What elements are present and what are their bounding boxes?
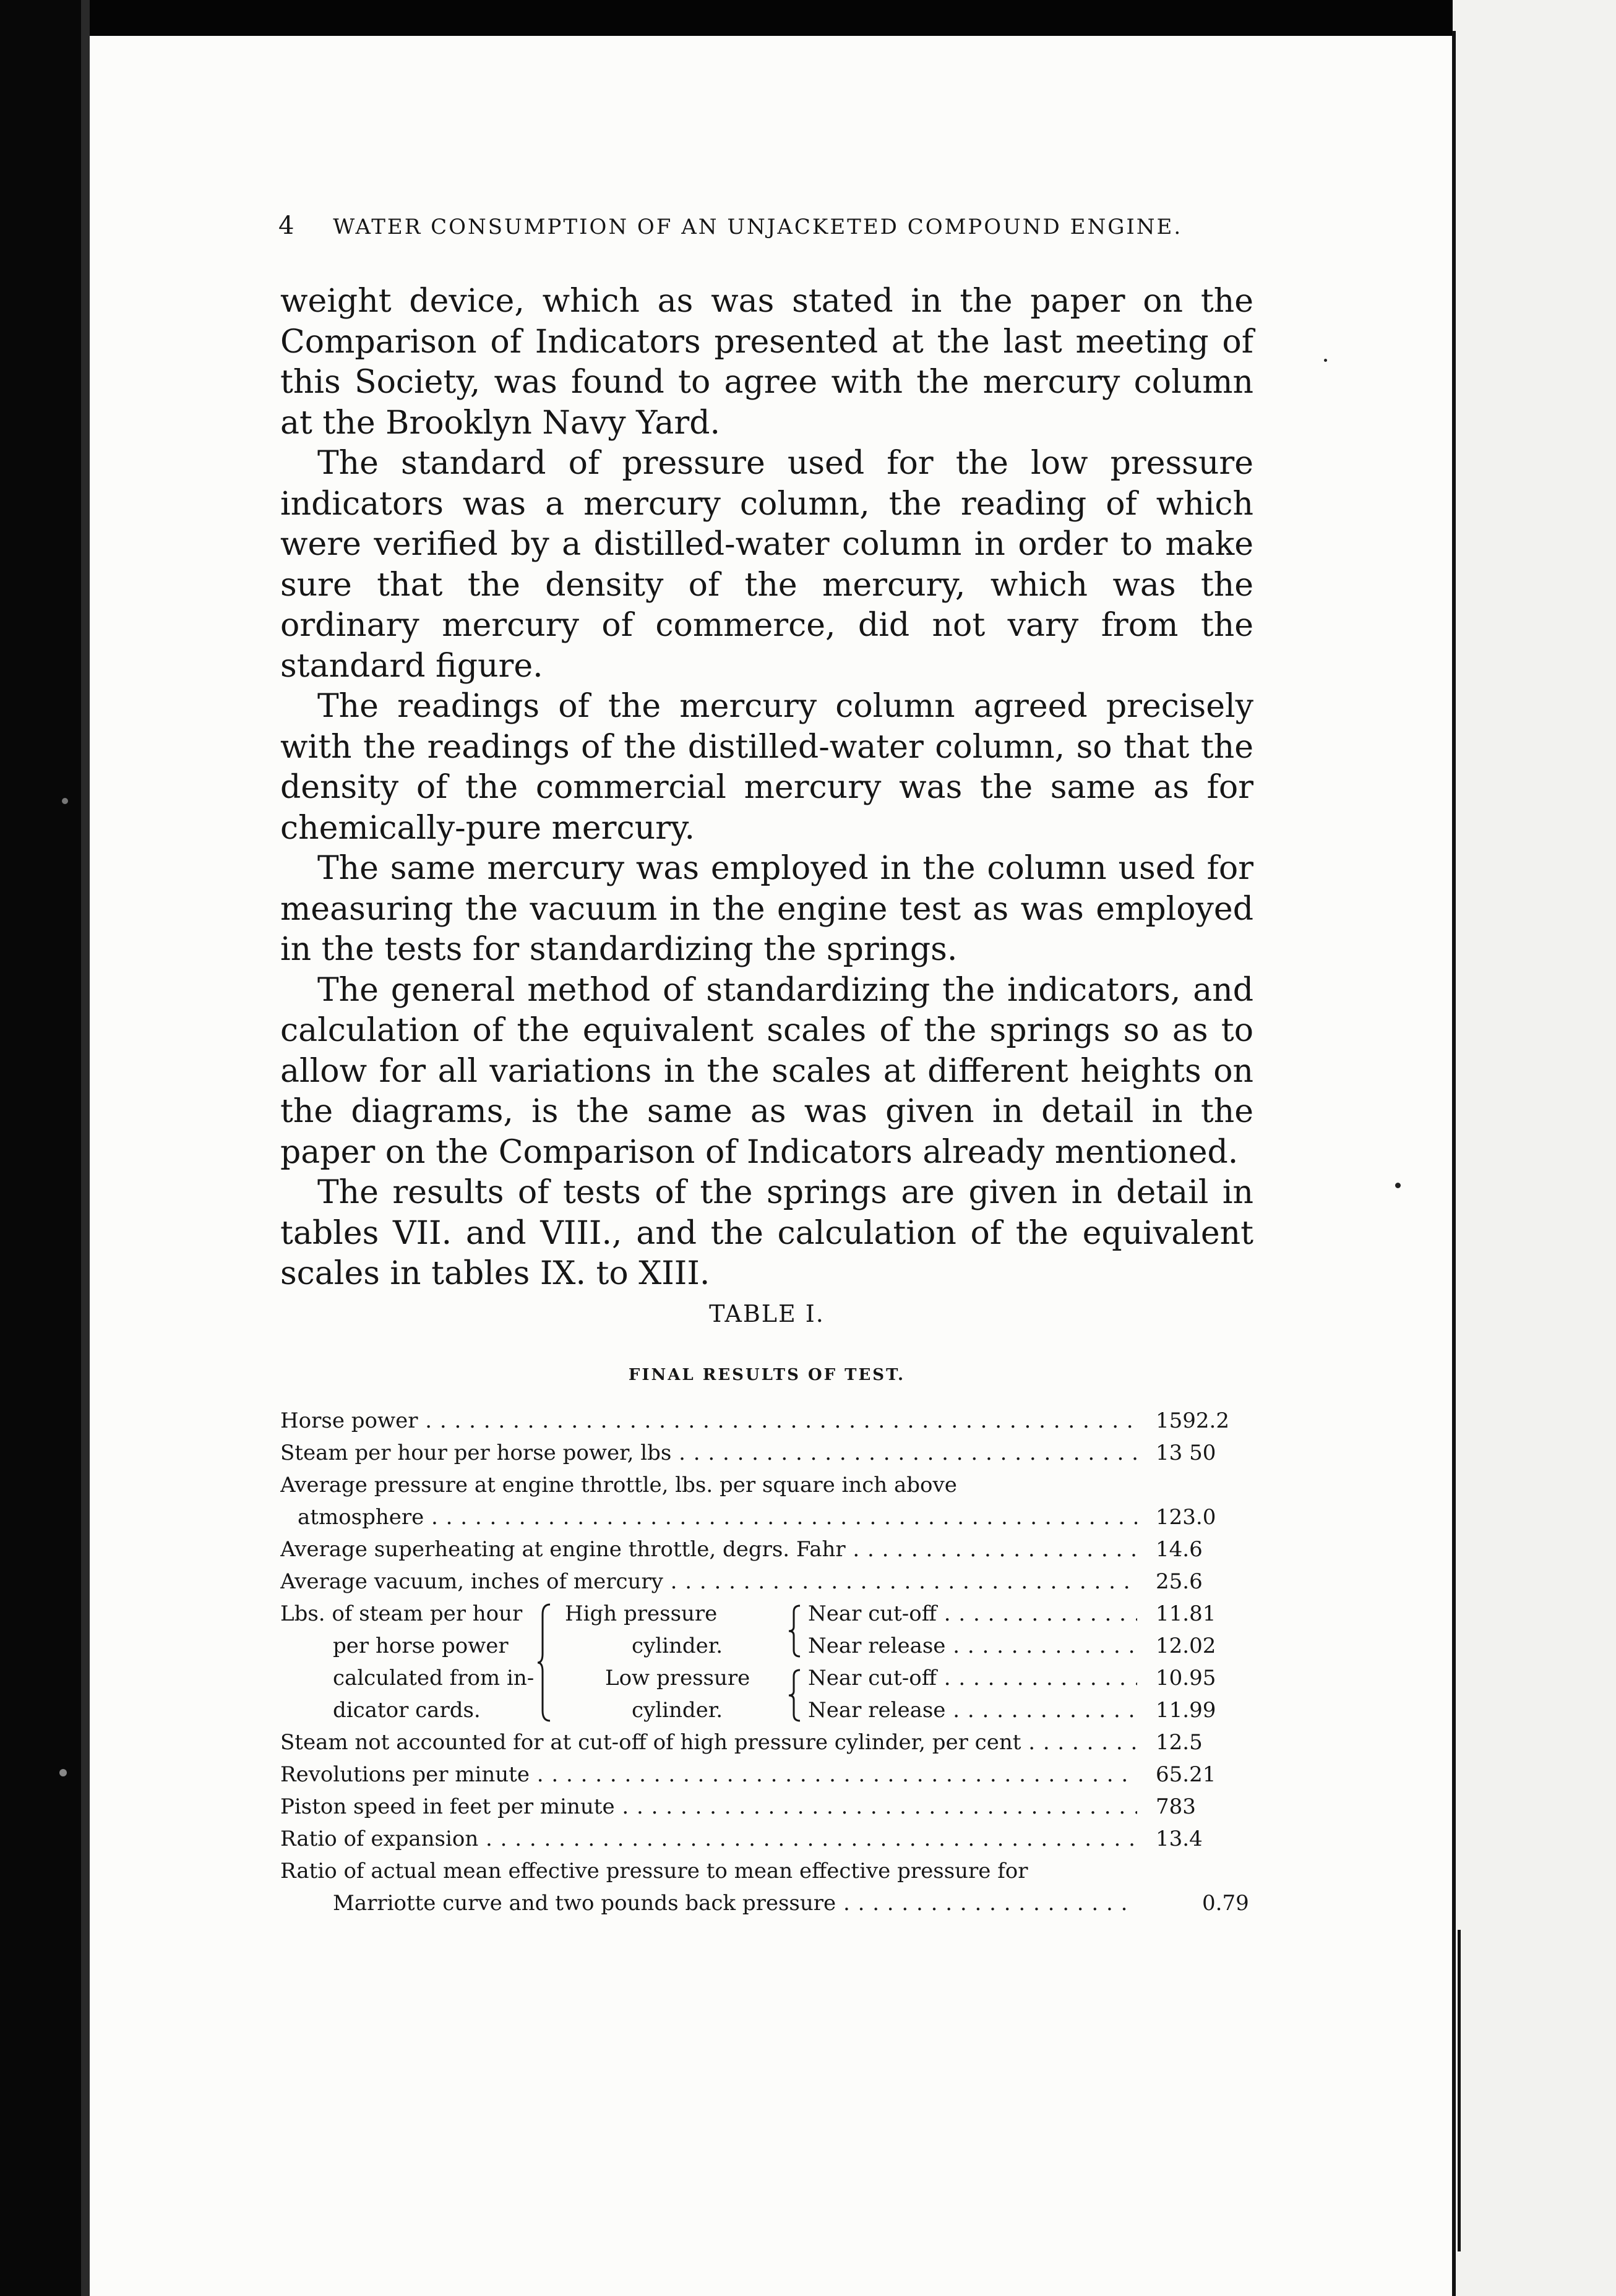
cylinder-label: cylinder. <box>632 1698 723 1723</box>
page-edge-rule <box>1452 31 1456 2296</box>
label-line: dicator cards. <box>333 1698 481 1723</box>
point-label: Near cut-off . . . <box>808 1663 1137 1694</box>
low-pressure-brace <box>786 1668 802 1723</box>
row-value: 12.02 <box>1156 1634 1216 1658</box>
row-label: Average superheating at engine throttle, degrs. Fahr . . . <box>280 1534 1137 1565</box>
point-label: Near release . . . <box>808 1695 1137 1726</box>
row-value: 783 <box>1156 1794 1196 1819</box>
body-text <box>280 281 1253 1295</box>
paragraph: The same mercury was employed in the column used for measuring the vacuum in the engine test as was employed in the tests for standardizing the springs. <box>280 850 1253 968</box>
table-row <box>280 1823 1258 1854</box>
row-value: 12.5 <box>1156 1730 1203 1755</box>
row-value: 123.0 <box>1156 1505 1216 1530</box>
row-label: Piston speed in feet per minute . . . <box>280 1791 1137 1822</box>
row-label: Average vacuum, inches of mercury . . . <box>280 1566 1137 1597</box>
cylinder-label: Low pressure <box>605 1666 750 1690</box>
table-row <box>280 1502 1258 1533</box>
row-value: 1592.2 <box>1156 1408 1229 1433</box>
row-label: Ratio of actual mean effective pressure to mean effective pressure for <box>280 1859 1028 1883</box>
table-row <box>280 1856 1258 1887</box>
row-value: 65.21 <box>1156 1762 1216 1787</box>
row-label: Horse power . . . <box>280 1405 1137 1436</box>
table-row <box>280 1888 1258 1919</box>
paragraph: The readings of the mercury column agreed precisely with the readings of the distilled-water column, so that the density of the commercial mercury was the same as for chemically-pure mercury. <box>280 688 1253 847</box>
row-value: 13.4 <box>1156 1827 1203 1851</box>
table-row <box>280 1534 1258 1565</box>
row-value: 25.6 <box>1156 1569 1203 1594</box>
page-edge-rule-lower <box>1458 1930 1461 2251</box>
row-value: 11.81 <box>1156 1601 1216 1626</box>
running-head <box>278 212 1268 249</box>
table-row <box>280 1437 1258 1468</box>
table-row <box>280 1470 1258 1501</box>
row-label: Steam not accounted for at cut-off of high pressure cylinder, per cent . . . <box>280 1727 1137 1758</box>
scan-left-border <box>0 0 90 2296</box>
row-label: Marriotte curve and two pounds back pressure . . . <box>333 1888 1137 1919</box>
paragraph: The standard of pressure used for the low pressure indicators was a mercury column, the reading of which were verified by a distilled-water column in order to make sure that the density of the mercury, which was the ordinary mercury of commerce, did not vary from the standard figure. <box>280 445 1253 685</box>
row-value: 14.6 <box>1156 1537 1203 1562</box>
running-title: WATER CONSUMPTION OF AN UNJACKETED COMPOUND ENGINE. <box>333 215 1183 239</box>
label-line: calculated from in- <box>333 1666 535 1690</box>
cylinder-label: High pressure <box>565 1601 718 1626</box>
label-line: per horse power <box>333 1634 509 1658</box>
row-value: 11.99 <box>1156 1698 1216 1723</box>
table-row <box>280 1566 1258 1597</box>
row-value: 0.79 <box>1202 1891 1249 1916</box>
row-value: 10.95 <box>1156 1666 1216 1690</box>
paragraph: weight device, which as was stated in the paper on the Comparison of Indicators presented at the last meeting of this Society, was found to agree with the mercury column at the Brooklyn Navy Yard. <box>280 283 1253 442</box>
paragraph: The general method of standardizing the indicators, and calculation of the equivalent scales of the springs so as to allow for all variations in the scales at different heights on the diagrams, is the same as was given in detail in the paper on the Comparison of Indicators already mentioned. <box>280 971 1253 1171</box>
facing-page-edge <box>1453 0 1616 2296</box>
scan-speck <box>59 1769 67 1776</box>
left-brace <box>535 1602 554 1723</box>
point-label: Near release . . . <box>808 1630 1137 1661</box>
steam-per-hp-block <box>280 1598 1258 1722</box>
row-label: Revolutions per minute . . . <box>280 1759 1137 1790</box>
paragraph: The results of tests of the springs are given in detail in tables VII. and VIII., and the calculation of the equivalent scales in tables IX. to XIII. <box>280 1174 1253 1292</box>
table-row <box>280 1727 1258 1758</box>
table-row <box>280 1759 1258 1790</box>
high-pressure-brace <box>786 1603 802 1659</box>
row-value: 13 50 <box>1156 1441 1216 1465</box>
table-row <box>280 1791 1258 1822</box>
page-number: 4 <box>278 212 296 240</box>
scan-top-border <box>0 0 1616 36</box>
label-line: Lbs. of steam per hour <box>280 1601 523 1626</box>
point-label: Near cut-off . . . <box>808 1598 1137 1629</box>
scan-speck <box>1395 1183 1401 1188</box>
scan-speck <box>1324 359 1327 362</box>
row-label: Steam per hour per horse power, lbs . . . <box>280 1437 1137 1468</box>
cylinder-label: cylinder. <box>632 1634 723 1658</box>
row-label: Average pressure at engine throttle, lbs. per square inch above <box>280 1473 957 1497</box>
scan-speck <box>62 798 68 804</box>
row-label: Ratio of expansion . . . <box>280 1823 1137 1854</box>
row-label: atmosphere . . . <box>298 1502 1137 1533</box>
table-title: TABLE I. <box>709 1300 825 1327</box>
table-subtitle: FINAL RESULTS OF TEST. <box>628 1366 906 1384</box>
table-row <box>280 1405 1258 1436</box>
